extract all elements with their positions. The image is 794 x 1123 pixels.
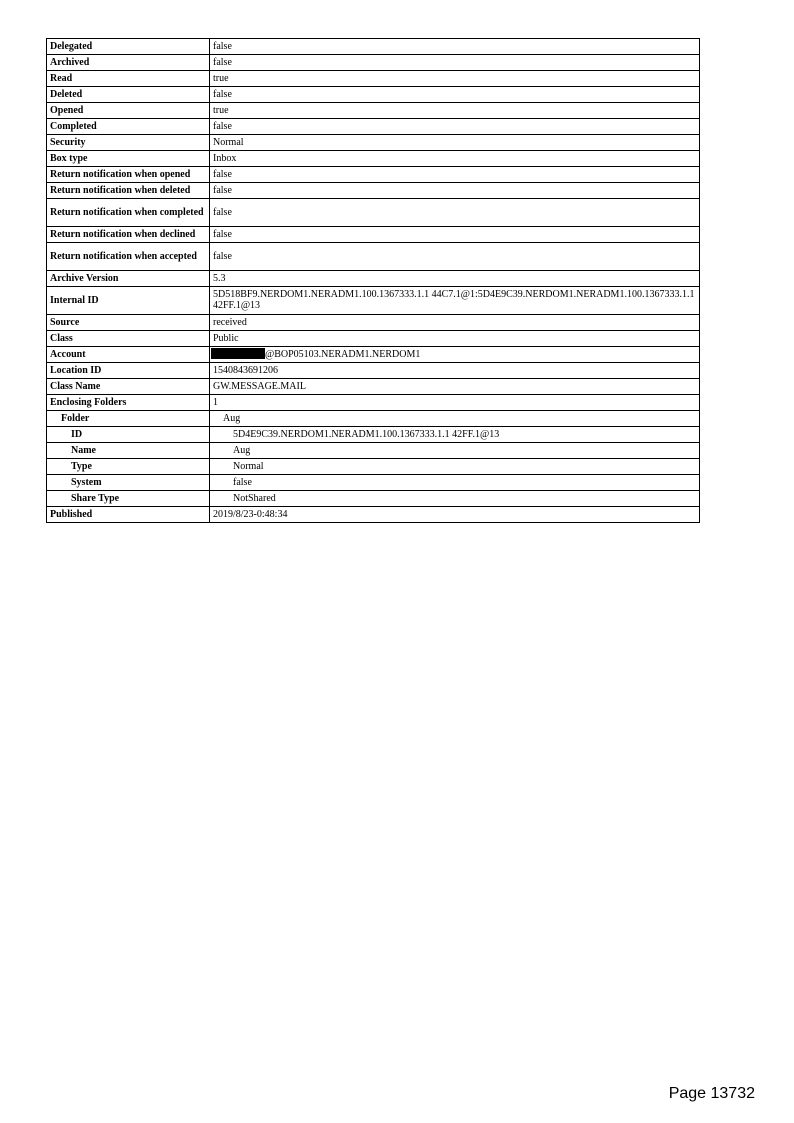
property-key: Archived bbox=[47, 55, 210, 71]
property-value: Normal bbox=[210, 135, 700, 151]
property-value: false bbox=[210, 199, 700, 227]
property-value: 5D518BF9.NERDOM1.NERADM1.100.1367333.1.1 44C7.1@1:5D4E9C39.NERDOM1.NERADM1.100.1367333.1.142FF.1@13 bbox=[210, 287, 700, 315]
property-key: System bbox=[47, 475, 210, 491]
row-opened bbox=[47, 103, 700, 119]
row-folder-system bbox=[47, 475, 700, 491]
property-key: Source bbox=[47, 315, 210, 331]
property-key: Return notification when deleted bbox=[47, 183, 210, 199]
property-value: true bbox=[210, 71, 700, 87]
row-enclosing-folders bbox=[47, 395, 700, 411]
row-notify-completed bbox=[47, 199, 700, 227]
property-key: Class bbox=[47, 331, 210, 347]
row-source bbox=[47, 315, 700, 331]
property-key: Return notification when declined bbox=[47, 227, 210, 243]
property-value: 5.3 bbox=[210, 271, 700, 287]
property-value: false bbox=[210, 39, 700, 55]
property-key: ID bbox=[47, 427, 210, 443]
property-key: Type bbox=[47, 459, 210, 475]
row-folder-name bbox=[47, 443, 700, 459]
property-value: received bbox=[210, 315, 700, 331]
property-key: Internal ID bbox=[47, 287, 210, 315]
property-key: Name bbox=[47, 443, 210, 459]
row-published bbox=[47, 507, 700, 523]
property-value: true bbox=[210, 103, 700, 119]
property-key: Account bbox=[47, 347, 210, 363]
row-folder-type bbox=[47, 459, 700, 475]
row-notify-accepted bbox=[47, 243, 700, 271]
row-location-id bbox=[47, 363, 700, 379]
property-key: Return notification when completed bbox=[47, 199, 210, 227]
row-archive-version bbox=[47, 271, 700, 287]
property-key: Delegated bbox=[47, 39, 210, 55]
row-archived bbox=[47, 55, 700, 71]
property-value: false bbox=[210, 119, 700, 135]
row-folder-share-type bbox=[47, 491, 700, 507]
property-value: 2019/8/23-0:48:34 bbox=[210, 507, 700, 523]
property-value: 5D4E9C39.NERDOM1.NERADM1.100.1367333.1.1 42FF.1@13 bbox=[210, 427, 700, 443]
row-folder bbox=[47, 411, 700, 427]
property-value: 1540843691206 bbox=[210, 363, 700, 379]
row-notify-deleted bbox=[47, 183, 700, 199]
property-value: 1 bbox=[210, 395, 700, 411]
properties-table bbox=[46, 38, 700, 523]
row-class bbox=[47, 331, 700, 347]
property-value: false bbox=[210, 183, 700, 199]
row-box-type bbox=[47, 151, 700, 167]
property-value: NotShared bbox=[210, 491, 700, 507]
row-read bbox=[47, 71, 700, 87]
property-key: Location ID bbox=[47, 363, 210, 379]
property-value-cell bbox=[210, 347, 700, 363]
property-key: Completed bbox=[47, 119, 210, 135]
property-value: Normal bbox=[210, 459, 700, 475]
row-security bbox=[47, 135, 700, 151]
property-value: @BOP05103.NERADM1.NERDOM1 bbox=[265, 349, 421, 360]
page-number: Page 13732 bbox=[668, 1085, 755, 1102]
row-notify-declined bbox=[47, 227, 700, 243]
redaction-block bbox=[211, 348, 265, 359]
row-internal-id bbox=[47, 287, 700, 315]
row-delegated bbox=[47, 39, 700, 55]
property-key: Opened bbox=[47, 103, 210, 119]
row-completed bbox=[47, 119, 700, 135]
property-key: Archive Version bbox=[47, 271, 210, 287]
property-value: false bbox=[210, 475, 700, 491]
property-key: Folder bbox=[47, 411, 210, 427]
property-key: Enclosing Folders bbox=[47, 395, 210, 411]
property-key: Deleted bbox=[47, 87, 210, 103]
property-value: Inbox bbox=[210, 151, 700, 167]
row-notify-opened bbox=[47, 167, 700, 183]
property-key: Return notification when opened bbox=[47, 167, 210, 183]
property-value: false bbox=[210, 227, 700, 243]
property-key: Share Type bbox=[47, 491, 210, 507]
property-value: false bbox=[210, 87, 700, 103]
row-deleted bbox=[47, 87, 700, 103]
property-value: false bbox=[210, 55, 700, 71]
property-value: GW.MESSAGE.MAIL bbox=[210, 379, 700, 395]
property-value: Public bbox=[210, 331, 700, 347]
property-key: Published bbox=[47, 507, 210, 523]
property-value: Aug bbox=[210, 443, 700, 459]
row-folder-id bbox=[47, 427, 700, 443]
property-key: Box type bbox=[47, 151, 210, 167]
property-key: Read bbox=[47, 71, 210, 87]
property-key: Return notification when accepted bbox=[47, 243, 210, 271]
row-class-name bbox=[47, 379, 700, 395]
property-value: false bbox=[210, 167, 700, 183]
property-key: Security bbox=[47, 135, 210, 151]
property-value: Aug bbox=[210, 411, 700, 427]
property-key: Class Name bbox=[47, 379, 210, 395]
property-value: false bbox=[210, 243, 700, 271]
row-account bbox=[47, 347, 700, 363]
